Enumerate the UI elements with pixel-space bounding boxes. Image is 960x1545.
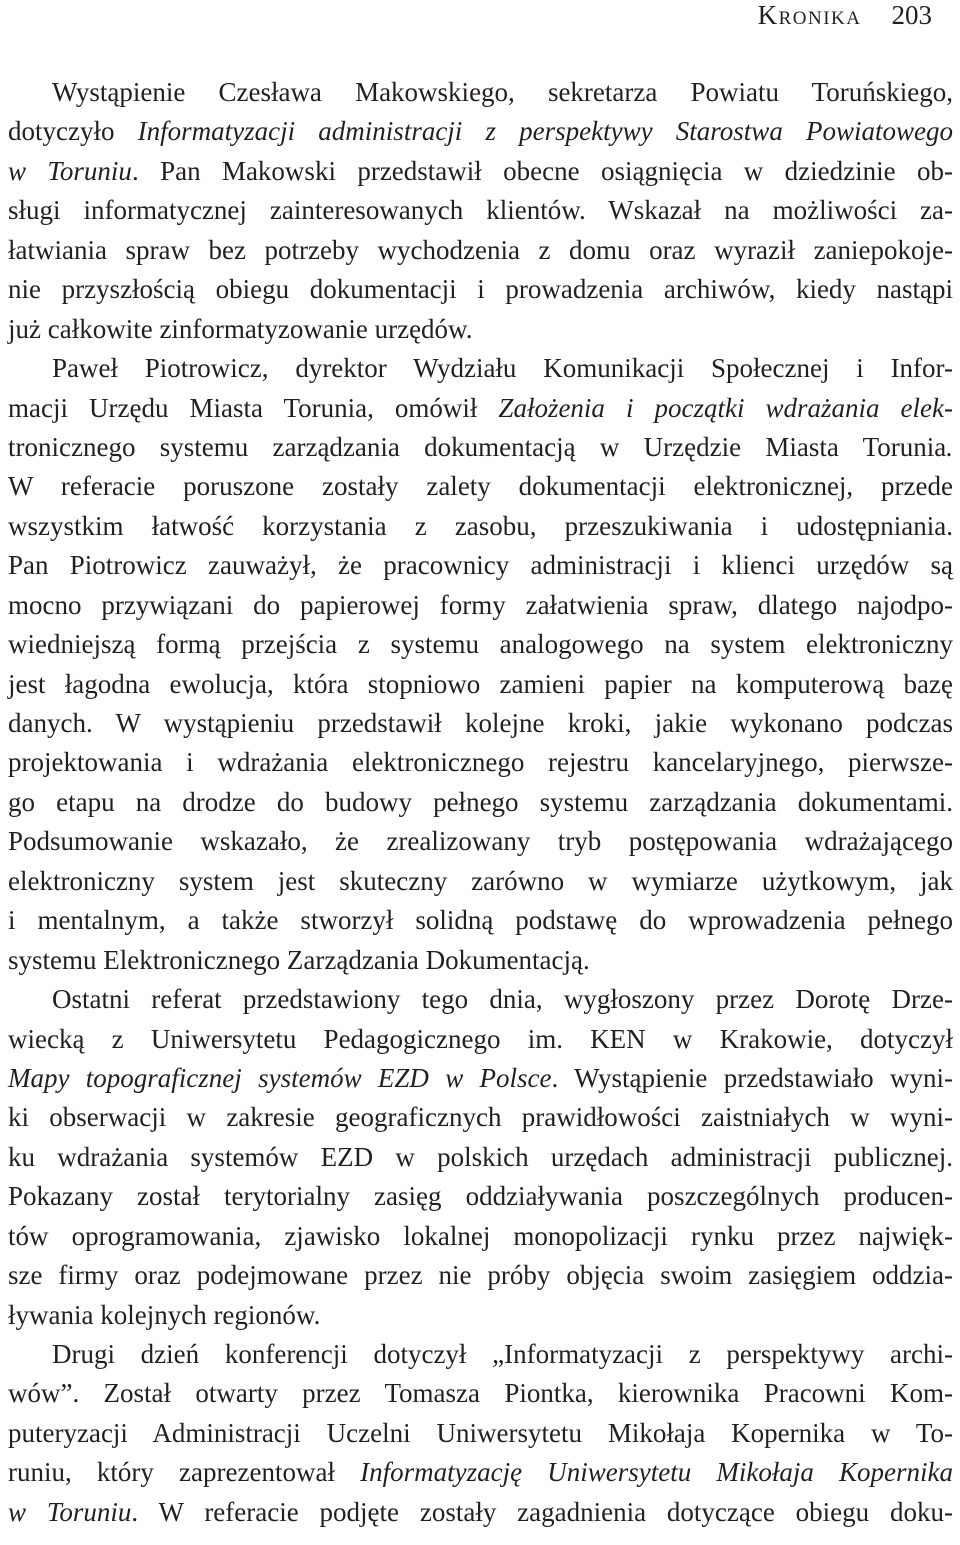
- text-line: Drugi dzień konferencji dotyczył „Informatyzacji z perspektywy archi-: [52, 1339, 953, 1369]
- text-line: systemu Elektronicznego Zarządzania Dokumentacją.: [8, 944, 590, 975]
- text-line: nie przyszłością obiegu dokumentacji i prowadzenia archiwów, kiedy nastąpi: [8, 274, 953, 305]
- text-line: dotyczyło Informatyzacji administracji z perspektywy Starostwa Powiatowego: [8, 116, 953, 147]
- italic-title: .: [946, 431, 953, 462]
- running-head: [758, 0, 932, 30]
- text-line: wszystkim łatwość korzystania z zasobu, przeszukiwania i udostępniania.: [8, 510, 953, 541]
- text-line: w Toruniu. W referacie podjęte zostały zagadnienia dotyczące obiegu doku-: [8, 1496, 953, 1527]
- italic-title: Mapy topograficznej systemów EZD w Polsce: [8, 1062, 552, 1093]
- text-line: ku wdrażania systemów EZD w polskich urzędach administracji publicznej.: [8, 1141, 953, 1172]
- italic-title: Informatyzację Uniwersytetu Mikołaja Kopernika: [360, 1457, 953, 1488]
- text-line: Paweł Piotrowicz, dyrektor Wydziału Komunikacji Społecznej i Infor-: [52, 353, 953, 384]
- italic-title: Założenia i początki wdrażania elek-: [498, 392, 953, 423]
- italic-title: w Toruniu: [8, 1496, 132, 1527]
- text-line: Mapy topograficznej systemów EZD w Polsce. Wystąpienie przedstawiało wyni-: [8, 1062, 953, 1093]
- text-line: tronicznego systemu zarządzania dokumentacją w Urzędzie Miasta Torunia.: [8, 431, 953, 462]
- text-line: projektowania i wdrażania elektronicznego rejestru kancelaryjnego, pierwsze-: [8, 747, 953, 778]
- text-line: już całkowite zinformatyzowanie urzędów.: [8, 313, 473, 344]
- text-line: jest łagodna ewolucja, która stopniowo zamieni papier na komputerową bazę: [8, 668, 953, 699]
- text-line: Podsumowanie wskazało, że zrealizowany tryb postępowania wdrażającego: [8, 826, 953, 857]
- text-line: Ostatni referat przedstawiony tego dnia, wygłoszony przez Dorotę Drze-: [52, 984, 953, 1015]
- italic-title: Informatyzacji administracji z perspektywy Starostwa Powiatowego: [137, 116, 953, 147]
- text-line: Pan Piotrowicz zauważył, że pracownicy administracji i klienci urzędów są: [8, 550, 953, 581]
- text-line: tów oprogramowania, zjawisko lokalnej monopolizacji rynku przez najwięk-: [8, 1220, 953, 1251]
- text-line: ływania kolejnych regionów.: [8, 1299, 321, 1330]
- text-line: W referacie poruszone zostały zalety dokumentacji elektronicznej, przede: [8, 471, 953, 502]
- text-line: elektroniczny system jest skuteczny zarówno w wymiarze użytkowym, jak: [8, 865, 953, 896]
- text-line: i mentalnym, a także stworzył solidną podstawę do wprowadzenia pełnego: [8, 905, 953, 936]
- text-line: danych. W wystąpieniu przedstawił kolejne kroki, jakie wykonano podczas: [8, 708, 953, 738]
- section-title: Kronika: [757, 0, 862, 30]
- page-number: 203: [891, 0, 932, 30]
- article-body: [8, 73, 953, 1532]
- text-line: wiecką z Uniwersytetu Pedagogicznego im. KEN w Krakowie, dotyczył: [8, 1023, 953, 1054]
- text-line: mocno przywiązani do papierowej formy załatwienia spraw, dlatego najodpo-: [8, 589, 953, 620]
- text-line: sługi informatycznej zainteresowanych klientów. Wskazał na możliwości za-: [8, 195, 953, 226]
- text-line: go etapu na drodze do budowy pełnego systemu zarządzania dokumentami.: [8, 786, 953, 817]
- text-line: ki obserwacji w zakresie geograficznych prawidłowości zaistniałych w wyni-: [8, 1102, 953, 1133]
- text-line: w Toruniu. Pan Makowski przedstawił obecne osiągnięcia w dziedzinie ob-: [8, 155, 953, 186]
- text-line: runiu, który zaprezentował Informatyzację Uniwersytetu Mikołaja Kopernika: [8, 1457, 953, 1488]
- text-line: Pokazany został terytorialny zasięg oddziaływania poszczególnych producen-: [8, 1181, 953, 1212]
- text-line: macji Urzędu Miasta Torunia, omówił Założenia i początki wdrażania elek-: [8, 392, 953, 423]
- italic-title: w Toruniu: [8, 155, 132, 186]
- text-line: sze firmy oraz podejmowane przez nie próby objęcia swoim zasięgiem oddzia-: [8, 1260, 953, 1291]
- text-line: wów”. Został otwarty przez Tomasza Piontka, kierownika Pracowni Kom-: [8, 1378, 953, 1409]
- text-line: wiedniejszą formą przejścia z systemu analogowego na system elektroniczny: [8, 629, 953, 660]
- text-line: łatwiania spraw bez potrzeby wychodzenia z domu oraz wyraził zaniepokoje-: [8, 234, 953, 265]
- text-line: Wystąpienie Czesława Makowskiego, sekretarza Powiatu Toruńskiego,: [52, 77, 953, 107]
- text-line: puteryzacji Administracji Uczelni Uniwersytetu Mikołaja Kopernika w To-: [8, 1417, 953, 1448]
